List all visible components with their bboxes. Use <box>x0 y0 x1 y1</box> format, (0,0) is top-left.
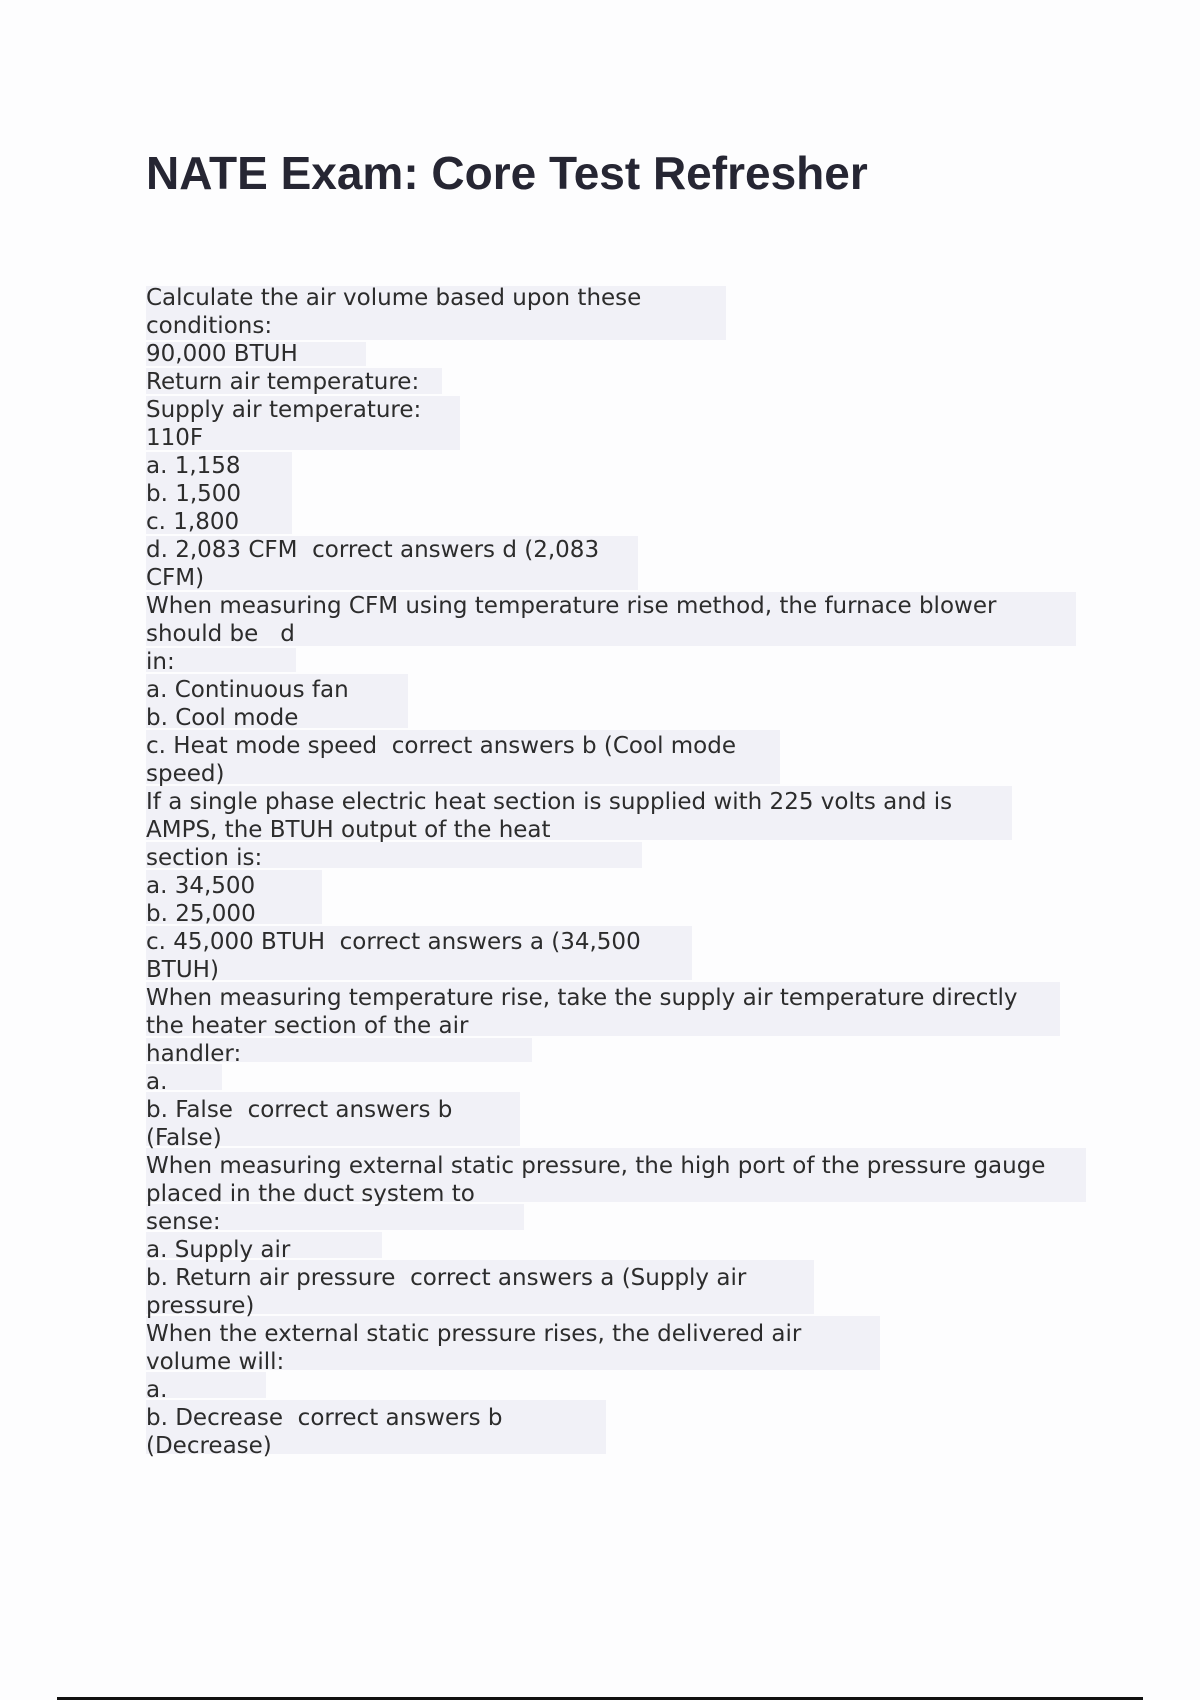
answer-option: b. 25,000 <box>146 901 256 927</box>
answer-option: c. 45,000 BTUH correct answers a (34,500 <box>146 929 641 955</box>
question-list <box>146 284 1106 1460</box>
answer-option: b. Return air pressure correct answers a (Supply air <box>146 1265 747 1291</box>
text-line: should be d <box>146 621 295 647</box>
text-line: (False) <box>146 1125 222 1151</box>
text-line: 110F <box>146 425 204 451</box>
answer-option: a. <box>146 1069 168 1095</box>
answer-option: a. Supply air <box>146 1237 291 1263</box>
text-line: pressure) <box>146 1293 255 1319</box>
answer-option: b. Decrease correct answers b <box>146 1405 503 1431</box>
text-line: When measuring temperature rise, take the supply air temperature directly <box>146 985 1018 1011</box>
text-line: Supply air temperature: <box>146 397 422 423</box>
answer-option: b. False correct answers b <box>146 1097 453 1123</box>
answer-option: a. 34,500 <box>146 873 256 899</box>
answer-option: b. Cool mode <box>146 705 299 731</box>
text-line: When the external static pressure rises, the delivered air <box>146 1321 802 1347</box>
text-line: section is: <box>146 845 263 871</box>
text-line: in: <box>146 649 175 675</box>
text-line: conditions: <box>146 313 273 339</box>
text-line: AMPS, the BTUH output of the heat <box>146 817 551 843</box>
answer-option: a. <box>146 1377 168 1403</box>
answer-option: a. Continuous fan <box>146 677 349 703</box>
text-line: volume will: <box>146 1349 285 1375</box>
text-line: Calculate the air volume based upon these <box>146 285 642 311</box>
text-line: When measuring CFM using temperature rise method, the furnace blower <box>146 593 997 619</box>
text-line: (Decrease) <box>146 1433 272 1459</box>
page-title: NATE Exam: Core Test Refresher <box>146 147 868 199</box>
text-line: Return air temperature: <box>146 369 420 395</box>
text-line: When measuring external static pressure, the high port of the pressure gauge <box>146 1153 1046 1179</box>
answer-option: c. Heat mode speed correct answers b (Cool mode <box>146 733 737 759</box>
text-line: sense: <box>146 1209 221 1235</box>
text-line: handler: <box>146 1041 242 1067</box>
answer-option: d. 2,083 CFM correct answers d (2,083 <box>146 537 600 563</box>
text-line: speed) <box>146 761 225 787</box>
text-line: If a single phase electric heat section is supplied with 225 volts and is <box>146 789 953 815</box>
text-line: placed in the duct system to <box>146 1181 475 1207</box>
text-line: the heater section of the air <box>146 1013 469 1039</box>
answer-option: a. 1,158 <box>146 453 241 479</box>
text-line: CFM) <box>146 565 205 591</box>
answer-option: c. 1,800 <box>146 509 240 535</box>
answer-option: b. 1,500 <box>146 481 242 507</box>
text-line: 90,000 BTUH <box>146 341 298 367</box>
text-line: BTUH) <box>146 957 219 983</box>
